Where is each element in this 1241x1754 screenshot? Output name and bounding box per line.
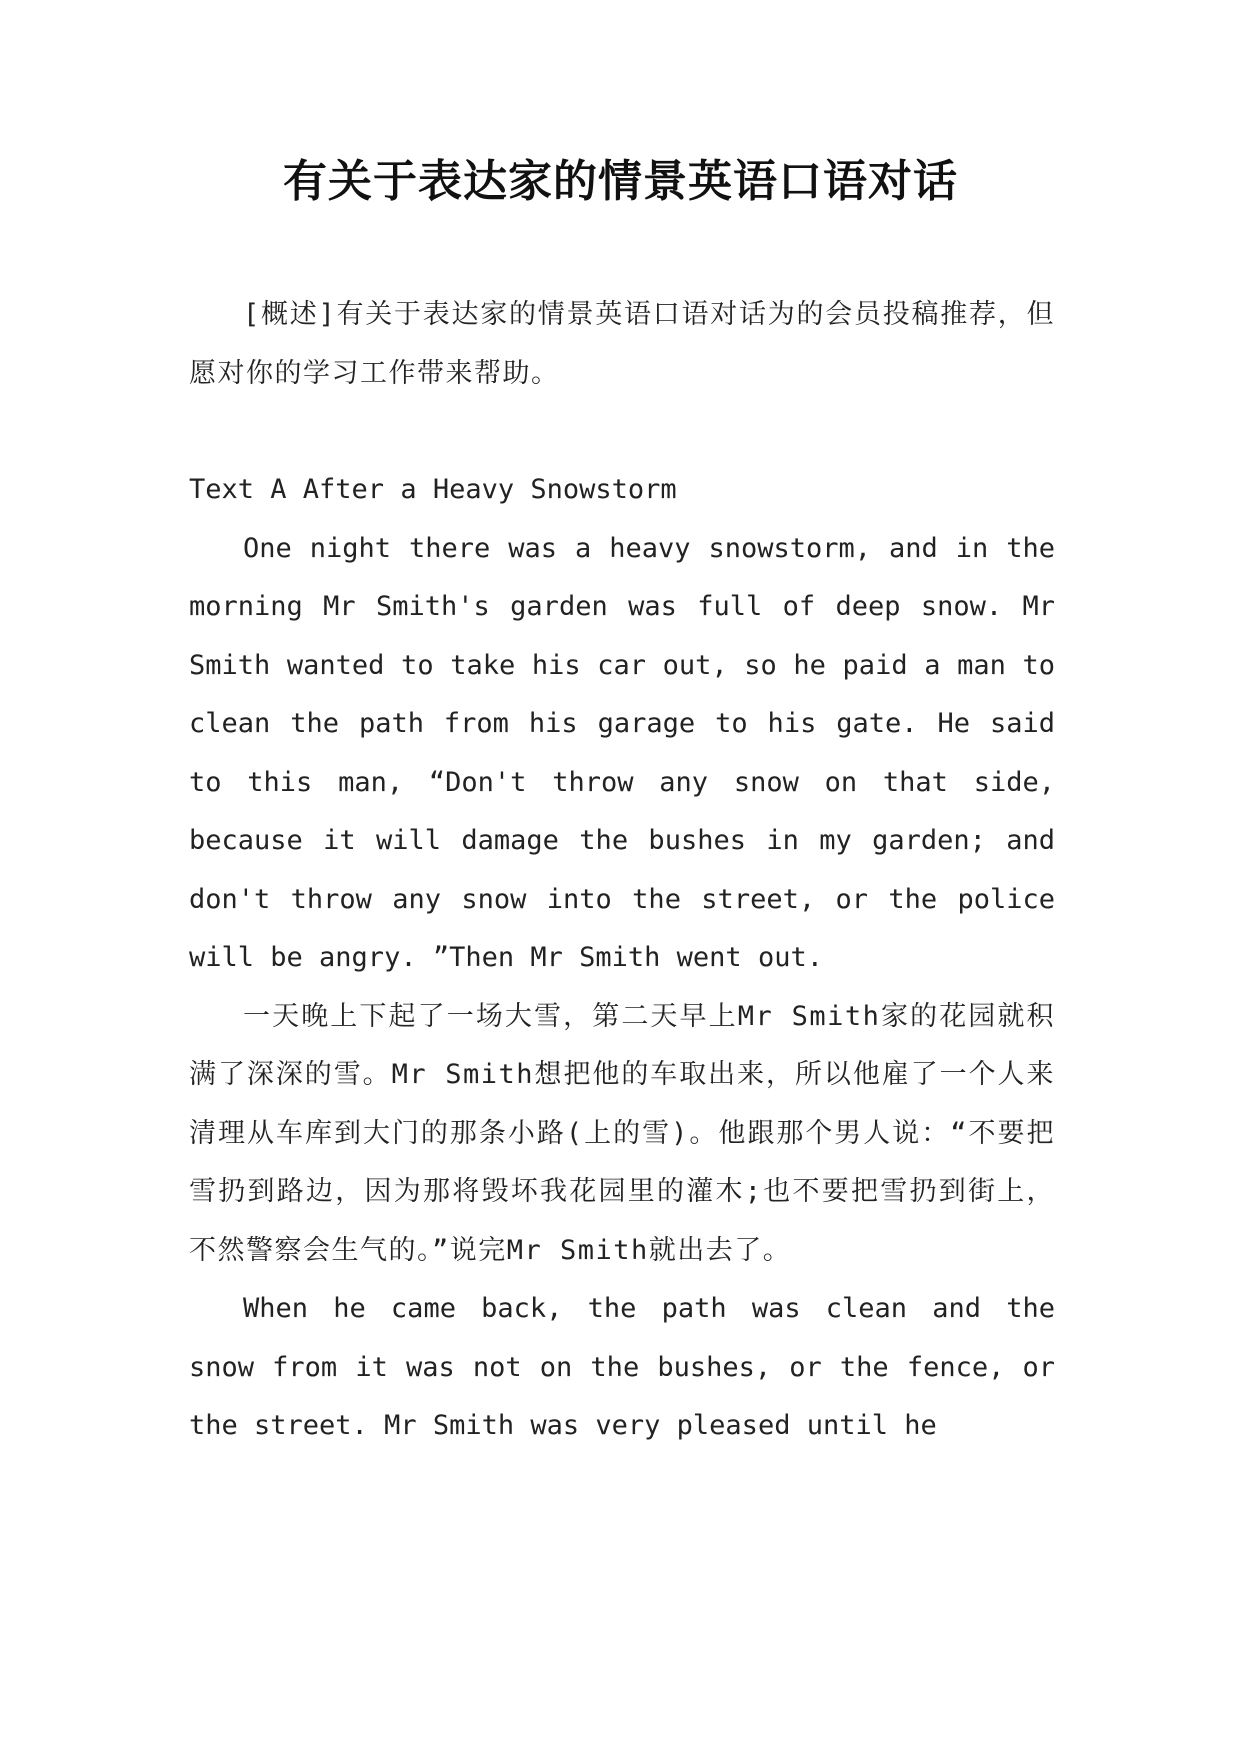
page-title: 有关于表达家的情景英语口语对话	[283, 156, 958, 207]
paragraph-chinese-1: 一天晚上下起了一场大雪，第二天早上Mr Smith家的花园就积满了深深的雪。Mr Smith想把他的车取出来，所以他雇了一个人来清理从车库到大门的那条小路(上的雪)。他跟那个男人说：“不要把雪扔到路边，因为那将毁坏我花园里的灌木;也不要把雪扔到街上，不然警察会生气的。”说完Mr Smith就出去了。	[189, 1000, 1055, 1266]
paragraph-english-1: One night there was a heavy snowstorm, and in the morning Mr Smith's garden was full of deep snow. Mr Smith wanted to take his car out, so he paid a man to clean the path from his garage to his gate. He said to this man, “Don't throw any snow on that side, because it will damage the bushes in my garden; and don't throw any snow into the street, or the police will be angry. ”Then Mr Smith went out.	[189, 532, 1055, 973]
paragraph-spacer	[189, 403, 1055, 461]
paragraph-english-2: When he came back, the path was clean and the snow from it was not on the bushes, or the fence, or the street. Mr Smith was very pleased until he	[189, 1293, 1055, 1441]
document-body	[189, 286, 1055, 1456]
section-heading: Text A After a Heavy Snowstorm	[189, 474, 677, 505]
summary-paragraph: [概述]有关于表达家的情景英语口语对话为的会员投稿推荐，但愿对你的学习工作带来帮助。	[189, 299, 1055, 389]
